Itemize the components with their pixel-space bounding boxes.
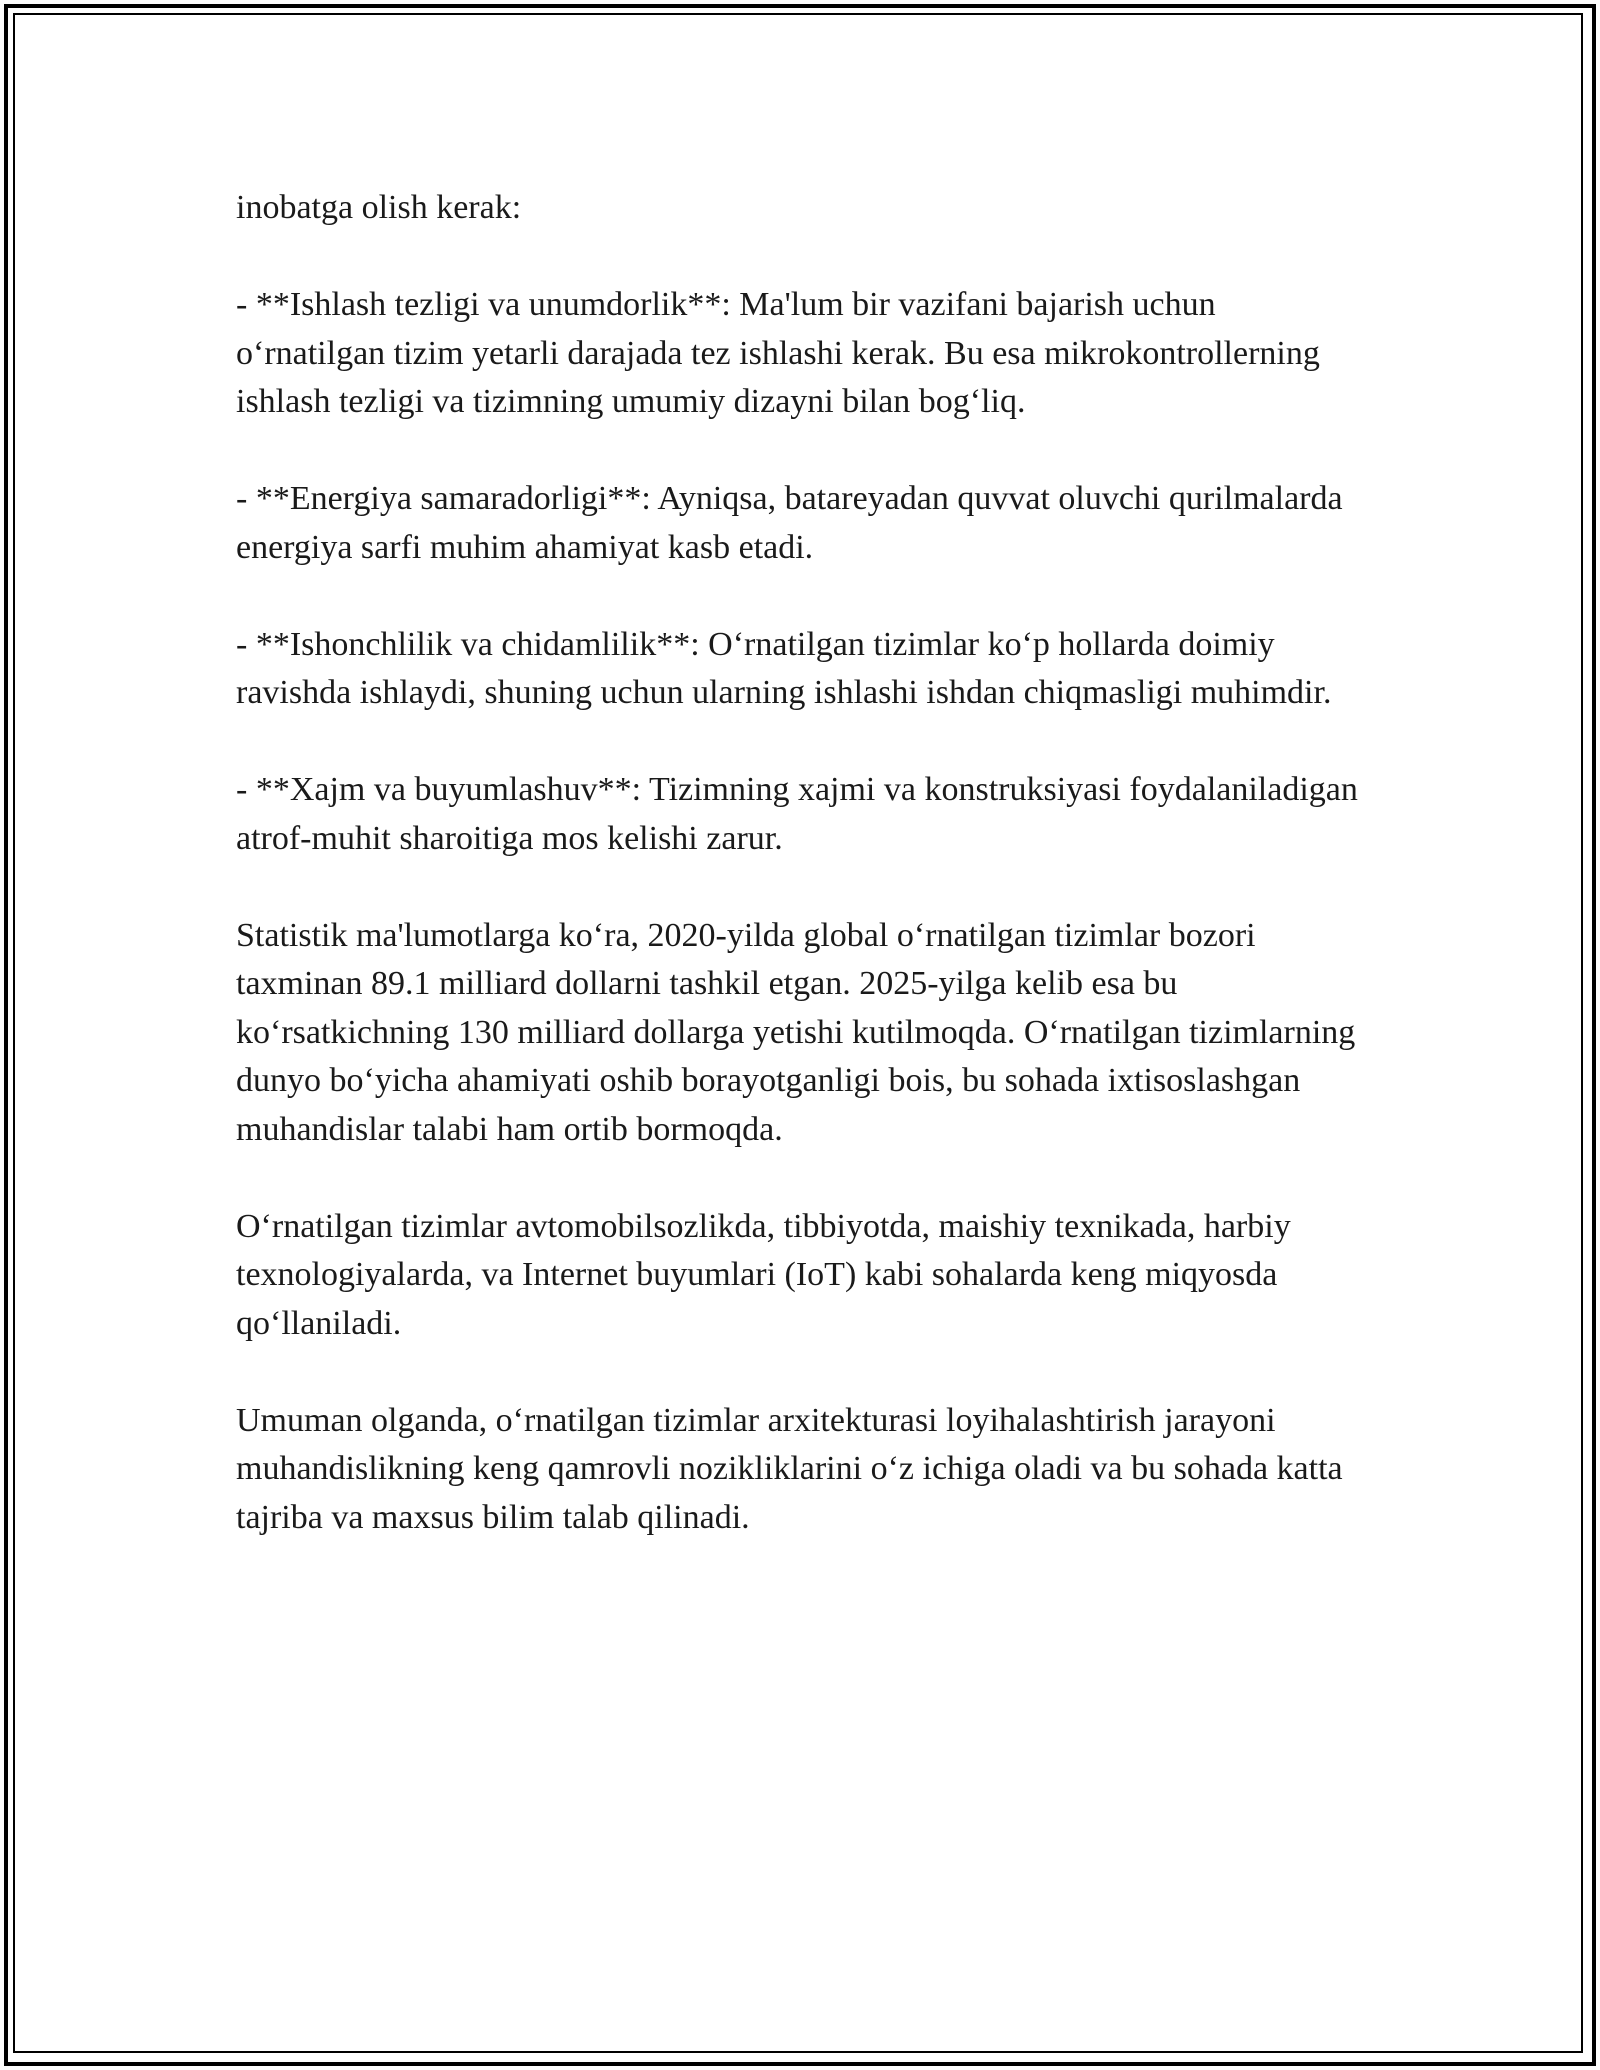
list-item-reliability: - **Ishonchlilik va chidamlilik**: O‘rnatilgan tizimlar ko‘p hollarda doimiy ravishda ishlaydi, shuning uchun ularning ishlashi ishdan chiqmasligi muhimdir.: [236, 625, 1332, 711]
paragraph-statistics: Statistik ma'lumotlarga ko‘ra, 2020-yilda global o‘rnatilgan tizimlar bozori taxminan 89.1 milliard dollarni tashkil etgan. 2025-yilga kelib esa bu ko‘rsatkichning 130 milliard dollarga yetishi kutilmoqda. O‘rnatilgan tizimlarning dunyo bo‘yicha ahamiyati oshib borayotganligi bois, bu sohada ixtisoslashgan muhandislar talabi ham ortib bormoqda.: [236, 916, 1356, 1148]
list-item-size: - **Xajm va buyumlashuv**: Tizimning xajmi va konstruksiyasi foydalaniladigan atrof-muhit sharoitiga mos kelishi zarur.: [236, 771, 1358, 857]
paragraph-intro: inobatga olish kerak:: [236, 189, 522, 226]
list-item-performance: - **Ishlash tezligi va unumdorlik**: Ma'lum bir vazifani bajarish uchun o‘rnatilgan tizim yetarli darajada tez ishlashi kerak. Bu esa mikrokontrollerning ishlash tezligi va tizimning umumiy dizayni bilan bog‘liq.: [236, 286, 1320, 420]
document-body: [236, 184, 1366, 1542]
paragraph-conclusion: Umuman olganda, o‘rnatilgan tizimlar arxitekturasi loyihalashtirish jarayoni muhandislikning keng qamrovli nozikliklarini o‘z ichiga oladi va bu sohada katta tajriba va maxsus bilim talab qilinadi.: [236, 1401, 1343, 1536]
list-item-energy: - **Energiya samaradorligi**: Ayniqsa, batareyadan quvvat oluvchi qurilmalarda energiya sarfi muhim ahamiyat kasb etadi.: [236, 480, 1343, 566]
paragraph-applications: O‘rnatilgan tizimlar avtomobilsozlikda, tibbiyotda, maishiy texnikada, harbiy texnologiyalarda, va Internet buyumlari (IoT) kabi sohalarda keng miqyosda qo‘llaniladi.: [236, 1207, 1291, 1342]
